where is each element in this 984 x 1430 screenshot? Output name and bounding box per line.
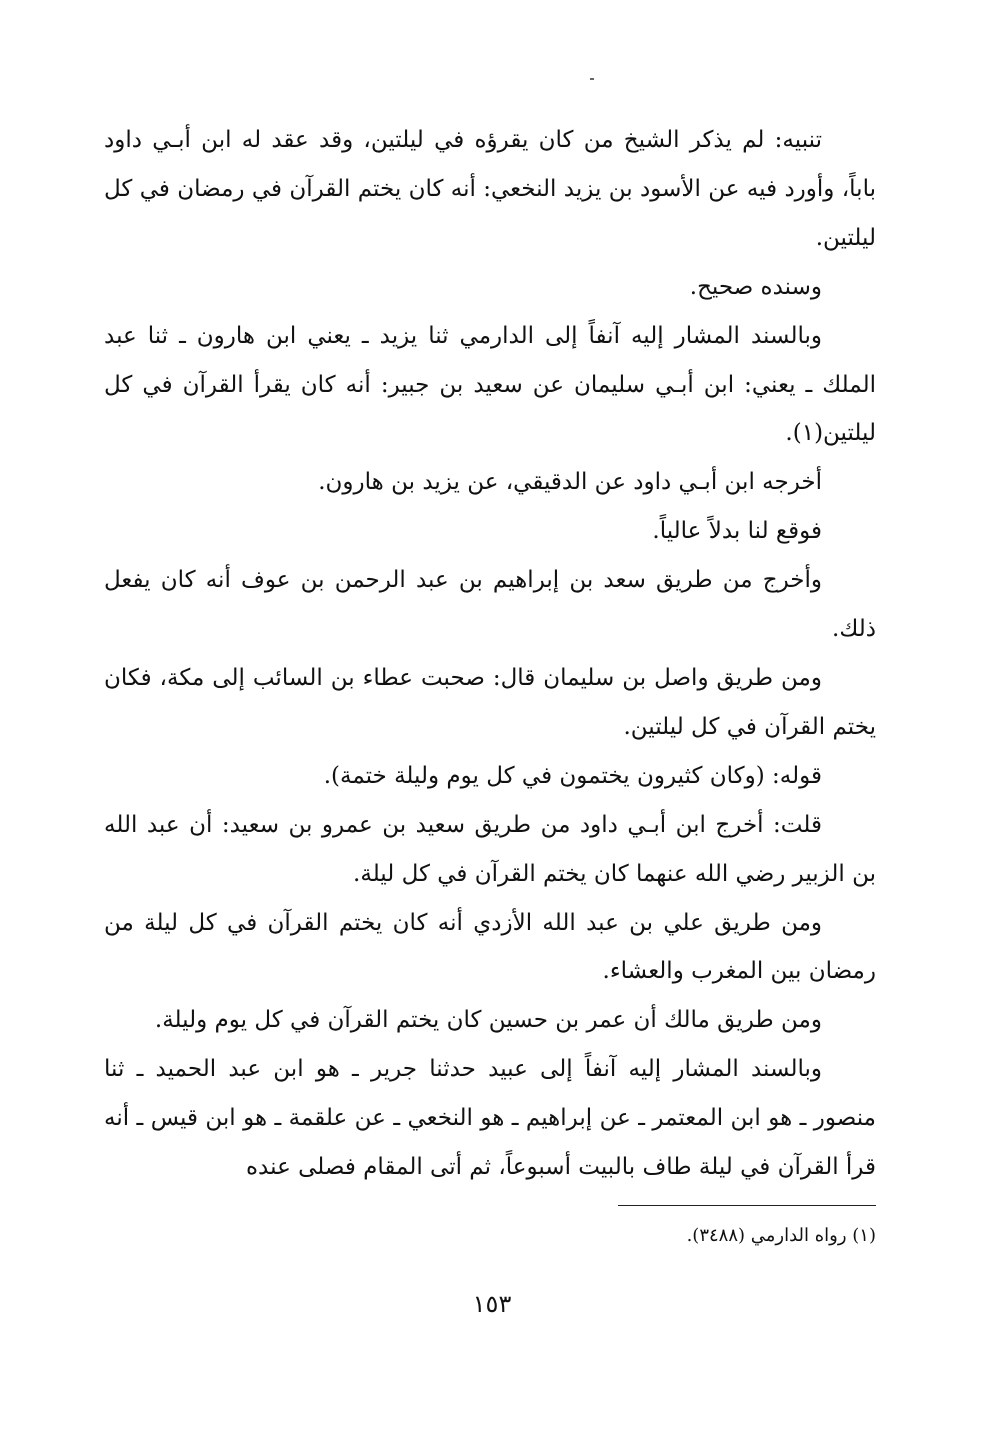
page-mark — [590, 78, 594, 80]
paragraph-5: فوقع لنا بدلاً عالياً. — [652, 518, 822, 545]
paragraph-2: وسنده صحيح. — [689, 273, 822, 300]
paragraph-7: ومن طريق واصل بن سليمان قال: صحبت عطاء بن السائب إلى مكة، فكان يختم القرآن في كل ليلتين. — [104, 664, 876, 740]
paragraph-3: وبالسند المشار إليه آنفاً إلى الدارمي ثنا يزيد ـ يعني ابن هارون ـ ثنا عبد الملك ـ يعني: ابن أبـي سليمان عن سعيد بن جبير: أنه كان يقرأ القرآن في كل ليلتين(١). — [104, 322, 876, 447]
footnote: (١) رواه الدارمي (٣٤٨٨). — [686, 1225, 876, 1246]
paragraph-11: ومن طريق مالك أن عمر بن حسين كان يختم القرآن في كل يوم وليلة. — [154, 1007, 822, 1034]
paragraph-1: تنبيه: لم يذكر الشيخ من كان يقرؤه في ليلتين، وقد عقد له ابن أبـي داود باباً، وأورد فيه عن الأسود بن يزيد النخعي: أنه كان يختم القرآن في رمضان في كل ليلتين. — [104, 127, 876, 251]
paragraph-10: ومن طريق علي بن عبد الله الأزدي أنه كان يختم القرآن في كل ليلة من رمضان بين المغرب والعشاء. — [104, 909, 876, 985]
paragraph-4: أخرجه ابن أبـي داود عن الدقيقي، عن يزيد بن هارون. — [318, 469, 822, 496]
paragraph-9: قلت: أخرج ابن أبـي داود من طريق سعيد بن عمرو بن سعيد: أن عبد الله بن الزبير رضي الله عنهما كان يختم القرآن في كل ليلة. — [104, 811, 876, 887]
paragraph-6: وأخرج من طريق سعد بن إبراهيم بن عبد الرحمن بن عوف أنه كان يفعل ذلك. — [104, 567, 876, 643]
main-text — [104, 116, 876, 1192]
paragraph-12: وبالسند المشار إليه آنفاً إلى عبيد حدثنا جرير ـ هو ابن عبد الحميد ـ ثنا منصور ـ هو ابن المعتمر ـ عن إبراهيم ـ هو النخعي ـ عن علقمة ـ هو ابن قيس ـ أنه قرأ القرآن في ليلة طاف بالبيت أسبوعاً، ثم أتى المقام فصلى عنده — [104, 1056, 876, 1181]
footnote-divider — [618, 1205, 876, 1206]
paragraph-8: قوله: (وكان كثيرون يختمون في كل يوم وليلة ختمة). — [323, 762, 822, 789]
page-number: ١٥٣ — [472, 1290, 512, 1318]
